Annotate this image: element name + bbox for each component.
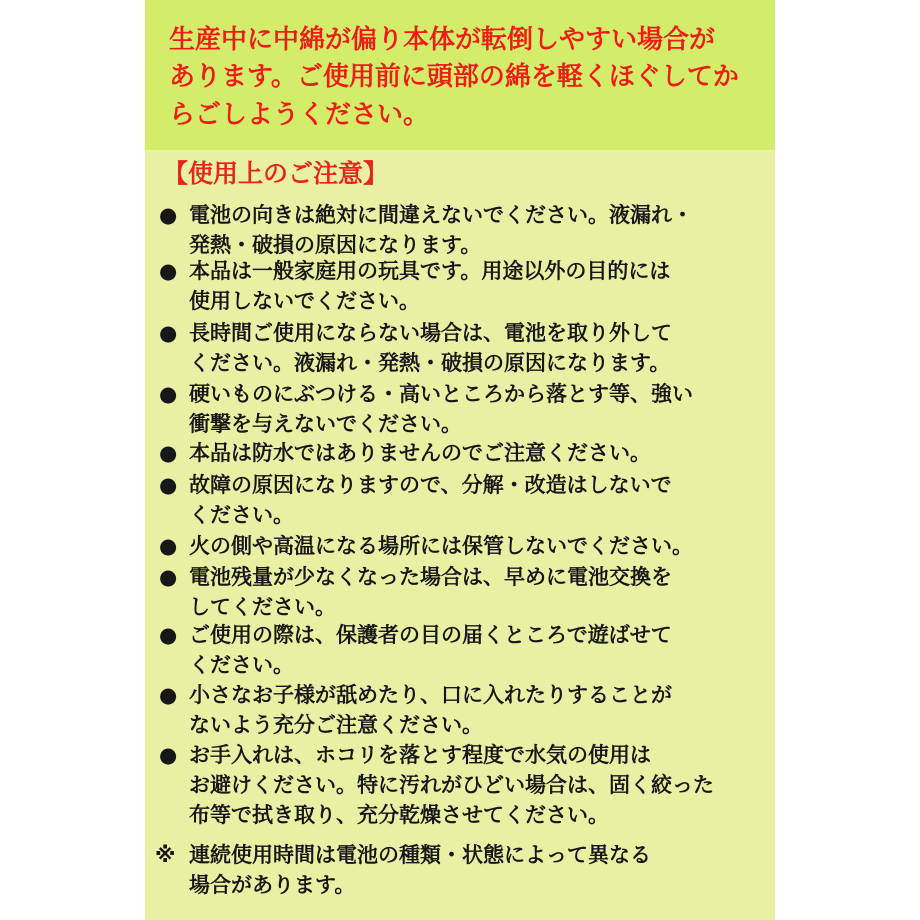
bullet-icon: ● [159,683,178,707]
caution-line: 長時間ご使用にならない場合は、電池を取り外して [189,321,672,345]
caution-line: お手入れは、ホコリを落とす程度で水気の使用は [189,743,651,767]
caution-line: 本品は防水ではありませんのでご注意ください。 [189,441,651,465]
caution-line: ください。液漏れ・発熱・破損の原因になります。 [189,351,671,375]
bullet-icon: ● [159,382,178,406]
note-mark: ※ [155,843,176,867]
caution-label-page [145,0,775,920]
notice-heading: 【使用上のご注意】 [163,159,389,188]
bullet-icon: ● [159,441,178,465]
bullet-icon: ● [159,473,178,497]
bullet-icon: ● [159,623,178,647]
bullet-icon: ● [159,259,178,283]
warning-line: あります。ご使用前に頭部の綿を軽くほぐしてか [169,62,739,92]
footnote-line: 連続使用時間は電池の種類・状態によって異なる [189,843,651,867]
caution-line: 故障の原因になりますので、分解・改造はしないで [189,473,672,497]
warning-line: らごしようください。 [169,100,430,130]
caution-line: ください。 [189,503,294,527]
bullet-icon: ● [159,203,178,227]
caution-line: 電池残量が少なくなった場合は、早めに電池交換を [189,565,672,589]
caution-line: 電池の向きは絶対に間違えないでください。液漏れ・ [189,203,693,227]
warning-banner [145,0,775,150]
caution-line: ください。 [189,653,294,677]
caution-line: ないよう充分ご注意ください。 [189,713,483,737]
caution-line: してください。 [189,595,336,619]
caution-line: 本品は一般家庭用の玩具です。用途以外の目的には [189,259,671,283]
caution-line: 小さなお子様が舐めたり、口に入れたりすることが [189,683,672,707]
bullet-icon: ● [159,743,178,767]
footnote-line: 場合があります。 [189,873,356,897]
caution-line: お避けください。特に汚れがひどい場合は、固く絞った [189,773,714,797]
bullet-icon: ● [159,321,178,345]
caution-line: 布等で拭き取り、充分乾燥させてください。 [189,803,609,827]
bullet-icon: ● [159,534,178,558]
caution-line: 発熱・破損の原因になります。 [189,233,482,257]
bullet-icon: ● [159,565,178,589]
caution-line: ご使用の際は、保護者の目の届くところで遊ばせて [189,623,672,647]
caution-line: 火の側や高温になる場所には保管しないでください。 [189,534,693,558]
caution-line: 衝撃を与えないでください。 [189,412,462,436]
warning-line: 生産中に中綿が偏り本体が転倒しやすい場合が [169,25,716,55]
caution-line: 硬いものにぶつける・高いところから落とす等、強い [189,382,693,406]
caution-line: 使用しないでください。 [189,289,420,313]
